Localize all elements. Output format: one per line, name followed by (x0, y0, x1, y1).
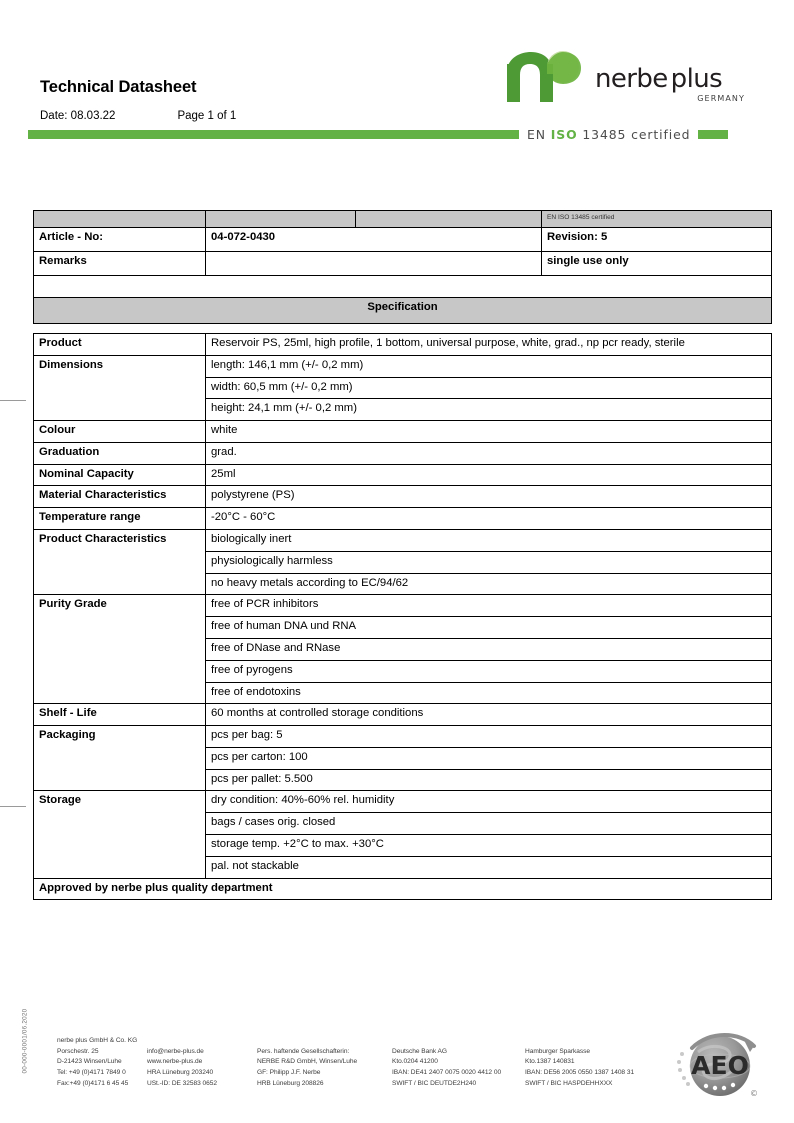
footer-line (525, 1036, 655, 1047)
table-row (34, 530, 772, 552)
spec-label: Dimensions (34, 355, 206, 420)
table-row (34, 442, 772, 464)
remarks-right-value: single use only (542, 252, 772, 276)
margin-tick-lower (0, 806, 26, 807)
spec-value: storage temp. +2°C to max. +30°C (206, 834, 772, 856)
footer-line: HRA Lüneburg 203240 (147, 1069, 214, 1077)
table-row (34, 334, 772, 356)
spec-value: pcs per bag: 5 (206, 726, 772, 748)
footer-line: Deutsche Bank AG (392, 1047, 447, 1055)
spacer-cell (34, 276, 772, 298)
footer-line: Porschestr. 25 (57, 1047, 99, 1055)
margin-tick-upper (0, 400, 26, 401)
spec-label: Temperature range (34, 508, 206, 530)
remarks-value (206, 252, 542, 276)
table-row (34, 508, 772, 530)
spec-value: length: 146,1 mm (+/- 0,2 mm) (206, 355, 772, 377)
header-meta (40, 110, 236, 122)
cert-dash-right (698, 130, 728, 139)
table-row (34, 878, 772, 900)
spec-label: Material Characteristics (34, 486, 206, 508)
spec-value: white (206, 421, 772, 443)
specification-table (33, 333, 772, 900)
document-code: 00-000-0001/06.2020 (21, 1008, 29, 1074)
spec-value: 60 months at controlled storage conditions (206, 704, 772, 726)
footer-line: USt.-ID: DE 32583 0652 (147, 1079, 218, 1087)
spec-value: free of human DNA und RNA (206, 617, 772, 639)
table-row (34, 486, 772, 508)
footer-line: NERBE R&D GmbH, Winsen/Luhe (257, 1058, 358, 1066)
spec-value: 25ml (206, 464, 772, 486)
spec-value: polystyrene (PS) (206, 486, 772, 508)
spec-value: dry condition: 40%-60% rel. humidity (206, 791, 772, 813)
cert-en-label: EN (527, 126, 546, 142)
footer-line: SWIFT / BIC DEUTDE2H240 (392, 1079, 477, 1087)
footer-line (147, 1036, 257, 1047)
spec-label: Purity Grade (34, 595, 206, 704)
footer-column-company (57, 1036, 147, 1089)
spec-value: free of endotoxins (206, 682, 772, 704)
spec-value: Reservoir PS, 25ml, high profile, 1 bottom, universal purpose, white, grad., np pcr ready, sterile (206, 334, 772, 356)
spec-value: bags / cases orig. closed (206, 813, 772, 835)
spec-value: grad. (206, 442, 772, 464)
page-header (0, 0, 794, 150)
footer-line: Kto.0204 41200 (392, 1058, 438, 1066)
footer-line: IBAN: DE41 2407 0075 0020 4412 00 (392, 1069, 502, 1077)
table-row (34, 595, 772, 617)
footer-line: www.nerbe-plus.de (147, 1058, 203, 1066)
table-gap (33, 324, 771, 333)
spec-label: Graduation (34, 442, 206, 464)
cert-iso-label: ISO (550, 126, 578, 142)
spec-label: Nominal Capacity (34, 464, 206, 486)
article-no-label: Article - No: (34, 228, 206, 252)
spec-value: pcs per pallet: 5.500 (206, 769, 772, 791)
table-row (34, 421, 772, 443)
footer-line: IBAN: DE56 2005 0550 1387 1408 31 (525, 1069, 635, 1077)
spec-value: free of DNase and RNase (206, 638, 772, 660)
cert-number-label: 13485 certified (582, 126, 691, 142)
table-row (34, 252, 772, 276)
brand-name-part1: nerbe (595, 64, 668, 94)
svg-text:©: © (750, 1089, 758, 1098)
article-info-table (33, 210, 772, 324)
certification-banner (455, 121, 766, 147)
grey-cell-3 (356, 211, 542, 228)
footer-column-bank1 (392, 1036, 525, 1089)
footer-line: HRB Lüneburg 208826 (257, 1079, 324, 1087)
spec-value: free of PCR inhibitors (206, 595, 772, 617)
spec-label: Storage (34, 791, 206, 878)
footer-line: SWIFT / BIC HASPDEHHXXX (525, 1079, 613, 1087)
table-row (34, 704, 772, 726)
grey-cell-2 (206, 211, 356, 228)
brand-name (595, 64, 722, 94)
footer-line (257, 1036, 392, 1047)
brand-logo (505, 50, 745, 112)
footer-line: Pers. haftende Gesellschafterin: (257, 1047, 350, 1055)
spec-value: biologically inert (206, 530, 772, 552)
svg-text:AEO: AEO (691, 1051, 749, 1080)
page-number: Page 1 of 1 (177, 110, 237, 122)
remarks-label: Remarks (34, 252, 206, 276)
document-date: Date: 08.03.22 (40, 110, 116, 122)
revision-value: Revision: 5 (542, 228, 772, 252)
footer-line: Kto.1387 140831 (525, 1058, 575, 1066)
footer-line: info@nerbe-plus.de (147, 1047, 204, 1055)
table-spacer-row (34, 276, 772, 298)
spec-value: no heavy metals according to EC/94/62 (206, 573, 772, 595)
footer-line: Fax:+49 (0)4171 6 45 45 (57, 1079, 129, 1087)
spec-label: Product (34, 334, 206, 356)
footer-column-legal (257, 1036, 392, 1089)
cert-dash-left (455, 130, 519, 139)
spec-label: Colour (34, 421, 206, 443)
footer-line: Tel: +49 (0)4171 7849 0 (57, 1069, 126, 1077)
footer-line: GF: Philipp J.F. Nerbe (257, 1069, 321, 1077)
footer-line: Hamburger Sparkasse (525, 1047, 591, 1055)
np-logo-icon (505, 50, 591, 107)
certification-text (527, 127, 690, 142)
approval-note: Approved by nerbe plus quality department (34, 878, 772, 900)
footer-column-contact (147, 1036, 257, 1089)
spec-value: free of pyrogens (206, 660, 772, 682)
spec-value: width: 60,5 mm (+/- 0,2 mm) (206, 377, 772, 399)
table-row (34, 211, 772, 228)
footer-line (392, 1036, 525, 1047)
table-row (34, 726, 772, 748)
spec-value: -20°C - 60°C (206, 508, 772, 530)
aeo-certification-icon (670, 1018, 770, 1114)
table-row (34, 228, 772, 252)
spec-value: pcs per carton: 100 (206, 747, 772, 769)
specification-title-row (34, 298, 772, 324)
brand-country: GERMANY (697, 94, 745, 103)
footer-column-bank2 (525, 1036, 655, 1089)
footer-line: D-21423 Winsen/Luhe (57, 1058, 122, 1066)
table-row (34, 355, 772, 377)
header-cert-note: EN ISO 13485 certified (542, 211, 772, 228)
spec-value: pal. not stackable (206, 856, 772, 878)
spec-label: Packaging (34, 726, 206, 791)
footer-line: nerbe plus GmbH & Co. KG (57, 1037, 138, 1044)
brand-name-part2: plus (670, 64, 723, 94)
spec-label: Shelf - Life (34, 704, 206, 726)
article-no-value: 04-072-0430 (206, 228, 542, 252)
table-row (34, 791, 772, 813)
footer-columns (57, 1036, 657, 1089)
spec-value: height: 24,1 mm (+/- 0,2 mm) (206, 399, 772, 421)
table-row (34, 464, 772, 486)
specification-title: Specification (34, 298, 772, 324)
page-footer (0, 1036, 794, 1116)
grey-cell-1 (34, 211, 206, 228)
spec-label: Product Characteristics (34, 530, 206, 595)
content-tables (33, 210, 771, 900)
spec-value: physiologically harmless (206, 551, 772, 573)
page-title: Technical Datasheet (40, 78, 197, 96)
